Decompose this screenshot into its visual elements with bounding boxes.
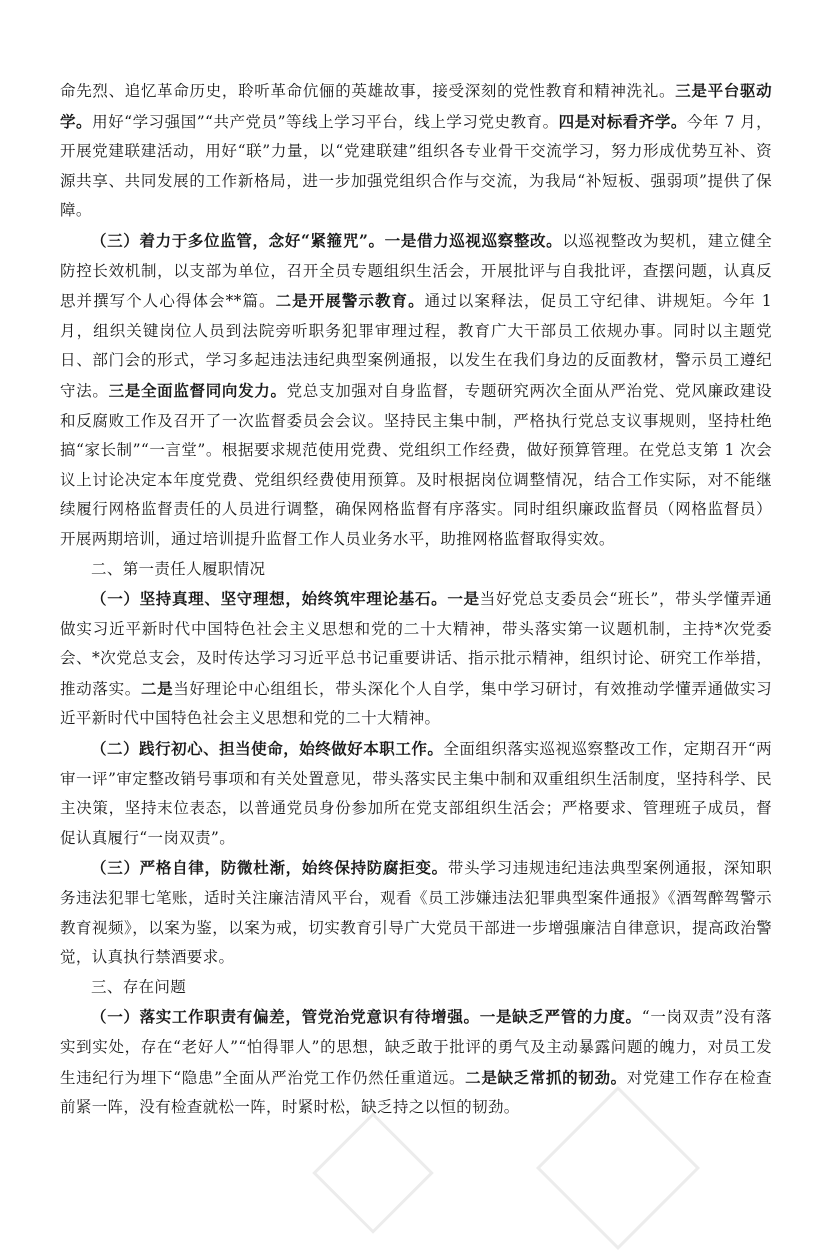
paragraph-self-discipline [60, 853, 772, 972]
bold-run: 三是全面监督同向发力。 [108, 380, 287, 400]
bold-run: （一）坚持真理、坚守理想，始终筑牢理论基石。一是 [91, 589, 480, 609]
paragraph-problems [60, 1002, 772, 1122]
bold-run: 二是 [140, 678, 174, 698]
section-heading-first-responsibility [60, 555, 772, 585]
text-run: 对党建工作存在检查前紧一阵，没有检查就松一阵，时紧时松，缺乏持之以恒的韧劲。 [60, 1068, 772, 1117]
bold-run: （二）践行初心、担当使命，始终做好本职工作。 [91, 739, 444, 759]
bold-run: 四是对标看齐学。 [558, 111, 687, 131]
text-run: 当好理论中心组组长，带头深化个人自学，集中学习研讨，有效推动学懂弄通做实习近平新时代中国特色社会主义思想和党的二十大精神。 [60, 679, 773, 728]
text-run: 当好党总支委员会“班长”，带头学懂弄通做实习近平新时代中国特色社会主义思想和党的二十大精神，带头落实第一议题机制，主持*次党委会、*次党总支会，及时传达学习习近平总书记重要讲话、指示批示精神，组织讨论、研究工作举措，推动落实。 [60, 590, 773, 698]
text-run: 以巡视整改为契机，建立健全防控长效机制，以支部为单位，召开全员专题组织生活会，开展批评与自我批评，查摆问题，认真反思并撰写个人心得体会**篇。 [60, 231, 772, 311]
bold-run: （三）严格自律，防微杜渐，始终保持防腐拒变。 [91, 858, 448, 878]
text-run: 全面组织落实巡视巡察整改工作，定期召开“两审一评”审定整改销号事项和有关处置意见，带头落实民主集中制和双重组织生活制度，坚持科学、民主决策，坚持末位表态，以普通党员身份参加所在党支部组织生活会；严格要求、管理班子成员，督促认真履行“一岗双责”。 [60, 740, 773, 847]
bold-run: （一）落实工作职责有偏差，管党治党意识有待增强。一是缺乏严管的力度。 [91, 1007, 642, 1027]
bold-run: 二是开展警示教育。 [275, 291, 425, 311]
paragraph-theory [60, 584, 772, 734]
text-run: 三、存在问题 [91, 977, 187, 996]
text-run: 带头学习违规违纪违法典型案例通报，深知职务违法犯罪七笔账，适时关注廉洁清风平台，观看《员工涉嫌违法犯罪典型案件通报》《酒驾醉驾警示教育视频》，以案为鉴，以案为戒，切实教育引导广大党员干部进一步增强廉洁自律意识，提高政治警觉，认真执行禁酒要求。 [60, 859, 772, 967]
text-run: 通过以案释法，促员工守纪律、讲规矩。今年 1 月，组织关键岗位人员到法院旁听职务犯罪审理过程，教育广大干部员工依规办事。同时以主题党日、部门会的形式，学习多起违法违纪典型案例通报，以发生在我们身边的反面教材，警示员工遵纪守法。 [60, 292, 772, 400]
text-run: 命先烈、追忆革命历史，聆听革命伉俪的英雄故事，接受深刻的党性教育和精神洗礼。 [60, 82, 676, 100]
bold-run: 二是缺乏常抓的韧劲。 [465, 1067, 627, 1087]
text-run: 今年 7 月，开展党建联建活动，用好“联”力量，以“党建联建”组织各专业骨干交流学习，努力形成优势互补、资源共享、共同发展的工作新格局，进一步加强党组织合作与交流，为我局“补短板、强弱项”提供了保障。 [60, 112, 773, 220]
section-paragraph-supervision [60, 226, 772, 555]
watermark-shape [312, 1112, 434, 1234]
bold-run: 三是平台驱动学。 [60, 81, 772, 131]
section-heading-problems [60, 973, 772, 1003]
paragraph-duty [60, 734, 772, 853]
bold-run: （三）着力于多位监管，念好“紧箍咒”。一是借力巡视巡察整改。 [91, 230, 563, 250]
text-run: “一岗双责”没有落实到实处，存在“老好人”“怕得罪人”的思想，缺乏敢于批评的勇气及主动暴露问题的魄力，对员工发生违纪行为埋下“隐患”全面从严治党工作仍然任重道远。 [60, 1008, 772, 1087]
text-run: 二、第一责任人履职情况 [91, 559, 266, 578]
text-run: 党总支加强对自身监督，专题研究两次全面从严治党、党风廉政建设和反腐败工作及召开了一次监督委员会会议。坚持民主集中制，严格执行党总支议事规则，坚持杜绝搞“家长制”“一言堂”。根据要求规范使用党费、党组织工作经费，做好预算管理。在党总支第 1 次会议上讨论决定本年度党费、党组织经费使用预算。及时根据岗位调整情况，结合工作实际，对不能继续履行网格监督责任的人员进行调整，确保网格监督有序落实。同时组织廉政监督员（网格监督员）开展两期培训，通过培训提升监督工作人员业务水平，助推网格监督取得实效。 [60, 381, 772, 548]
body-paragraph [60, 76, 772, 226]
text-run: 用好“学习强国”“共产党员”等线上学习平台，线上学习党史教育。 [92, 112, 559, 131]
document-page [60, 76, 772, 1123]
